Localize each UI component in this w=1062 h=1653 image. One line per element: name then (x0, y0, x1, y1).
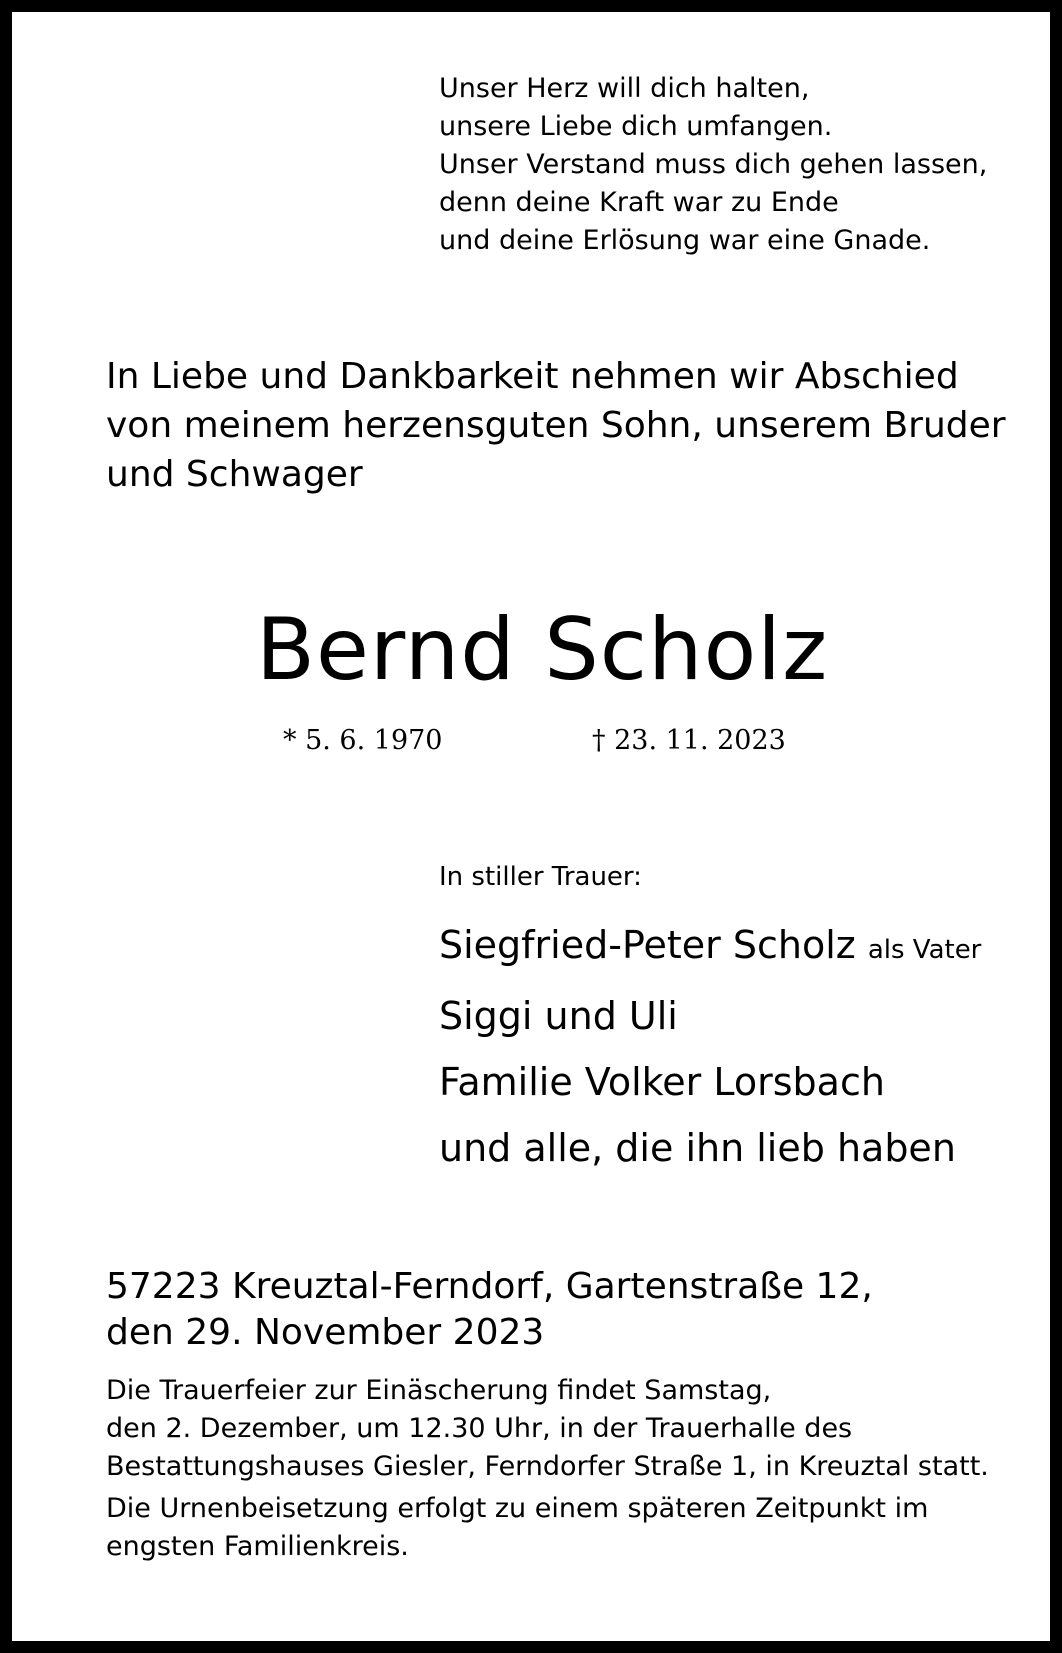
mourning-label: In stiller Trauer: (439, 862, 642, 892)
intro-text (106, 352, 1006, 499)
mourner-name: Familie Volker Lorsbach (439, 1060, 885, 1104)
intro-line: von meinem herzensguten Sohn, unserem Bruder (106, 405, 1006, 446)
funeral-details (106, 1372, 989, 1566)
death-date: † 23. 11. 2023 (592, 725, 786, 756)
poem (439, 70, 987, 260)
mourner-name: Siegfried-Peter Scholz (439, 923, 856, 967)
funeral-paragraph (106, 1372, 989, 1486)
funeral-line: Bestattungshauses Giesler, Ferndorfer Straße 1, in Kreuztal statt. (106, 1451, 989, 1482)
address-line: 57223 Kreuztal-Ferndorf, Gartenstraße 12, (106, 1266, 873, 1307)
funeral-line: den 2. Dezember, um 12.30 Uhr, in der Trauerhalle des (106, 1413, 853, 1444)
deceased-name: Bernd Scholz (256, 600, 829, 700)
burial-line: Die Urnenbeisetzung erfolgt zu einem späteren Zeitpunkt im (106, 1493, 929, 1524)
mourners-list (439, 912, 981, 1181)
burial-line: engsten Familienkreis. (106, 1531, 409, 1562)
poem-line: Unser Herz will dich halten, (439, 73, 810, 104)
burial-paragraph (106, 1490, 989, 1566)
mourner-name: und alle, die ihn lieb haben (439, 1126, 956, 1170)
intro-line: In Liebe und Dankbarkeit nehmen wir Abschied (106, 356, 959, 397)
address-block (106, 1264, 873, 1356)
birth-date: * 5. 6. 1970 (283, 725, 443, 756)
poem-line: denn deine Kraft war zu Ende (439, 187, 839, 218)
poem-line: Unser Verstand muss dich gehen lassen, (439, 149, 988, 180)
poem-line: und deine Erlösung war eine Gnade. (439, 225, 931, 256)
poem-line: unsere Liebe dich umfangen. (439, 111, 833, 142)
mourner-entry (439, 983, 981, 1049)
mourner-entry (439, 912, 981, 983)
mourner-name: Siggi und Uli (439, 994, 678, 1038)
mourner-entry (439, 1115, 981, 1181)
mourner-entry (439, 1049, 981, 1115)
date-line: den 29. November 2023 (106, 1312, 545, 1353)
intro-line: und Schwager (106, 454, 363, 495)
funeral-line: Die Trauerfeier zur Einäscherung findet Samstag, (106, 1375, 772, 1406)
mourner-relation: als Vater (867, 935, 982, 965)
